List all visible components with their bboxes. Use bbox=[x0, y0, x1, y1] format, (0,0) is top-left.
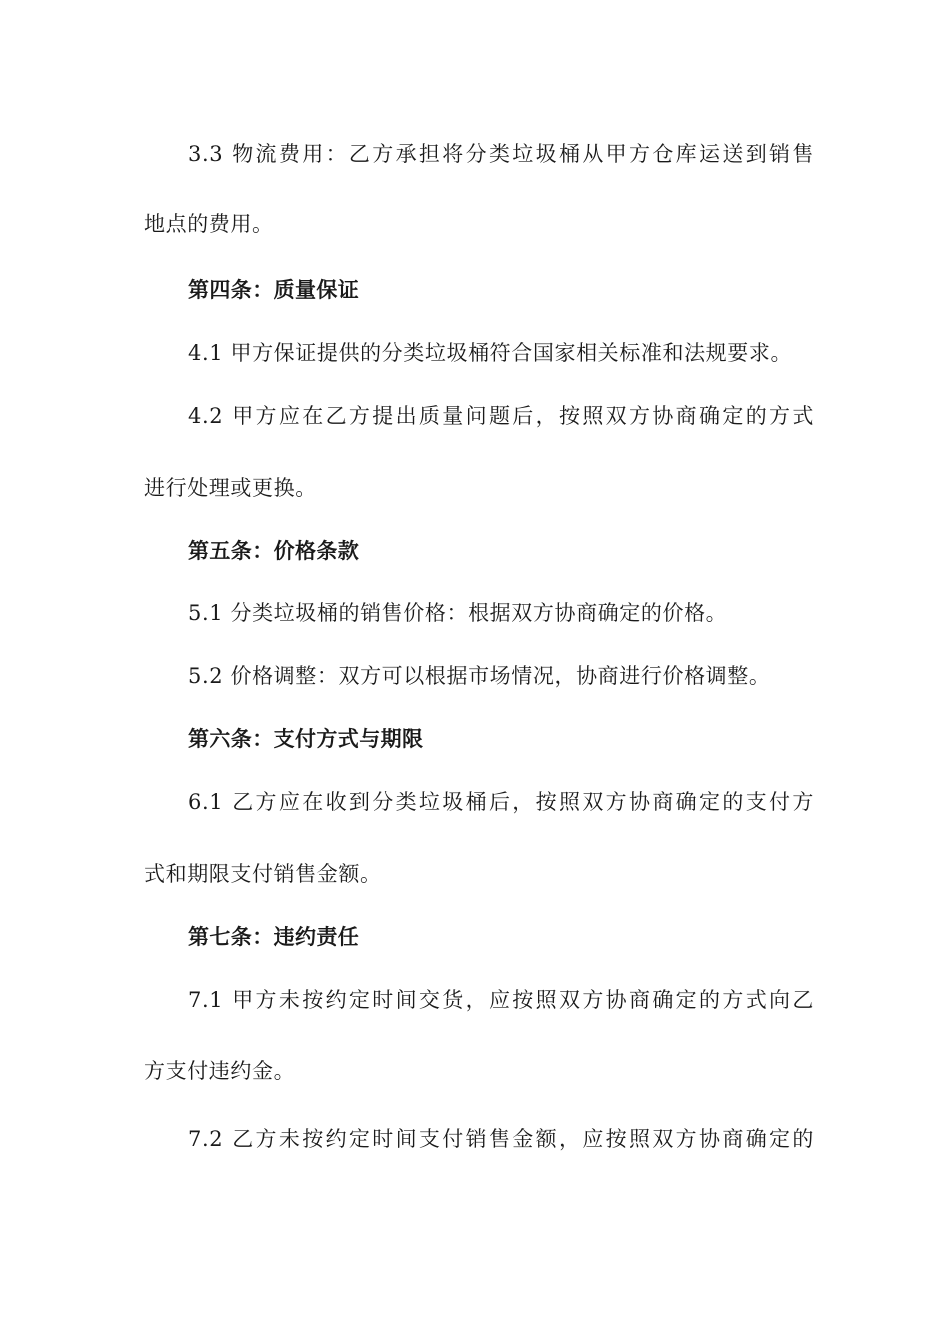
clause-5-2: 5.2 价格调整：双方可以根据市场情况，协商进行价格调整。 bbox=[188, 664, 771, 688]
clause-3-3-line-2: 地点的费用。 bbox=[144, 212, 274, 236]
clause-4-2-line-1: 4.2 甲方应在乙方提出质量问题后，按照双方协商确定的方式 bbox=[188, 404, 814, 428]
section-heading-6: 第六条：支付方式与期限 bbox=[188, 727, 424, 751]
clause-6-1-line-2: 式和期限支付销售金额。 bbox=[144, 862, 382, 886]
clause-4-1: 4.1 甲方保证提供的分类垃圾桶符合国家相关标准和法规要求。 bbox=[188, 341, 793, 365]
section-heading-4: 第四条：质量保证 bbox=[188, 278, 360, 302]
clause-3-3-line-1: 3.3 物流费用：乙方承担将分类垃圾桶从甲方仓库运送到销售 bbox=[188, 142, 814, 166]
clause-7-1-line-1: 7.1 甲方未按约定时间交货，应按照双方协商确定的方式向乙 bbox=[188, 988, 814, 1012]
section-heading-5: 第五条：价格条款 bbox=[188, 539, 360, 563]
clause-7-2-line-1: 7.2 乙方未按约定时间支付销售金额，应按照双方协商确定的 bbox=[188, 1127, 814, 1151]
clause-7-1-line-2: 方支付违约金。 bbox=[144, 1059, 296, 1083]
section-heading-7: 第七条：违约责任 bbox=[188, 925, 360, 949]
clause-4-2-line-2: 进行处理或更换。 bbox=[144, 476, 317, 500]
clause-5-1: 5.1 分类垃圾桶的销售价格：根据双方协商确定的价格。 bbox=[188, 601, 728, 625]
clause-6-1-line-1: 6.1 乙方应在收到分类垃圾桶后，按照双方协商确定的支付方 bbox=[188, 790, 814, 814]
